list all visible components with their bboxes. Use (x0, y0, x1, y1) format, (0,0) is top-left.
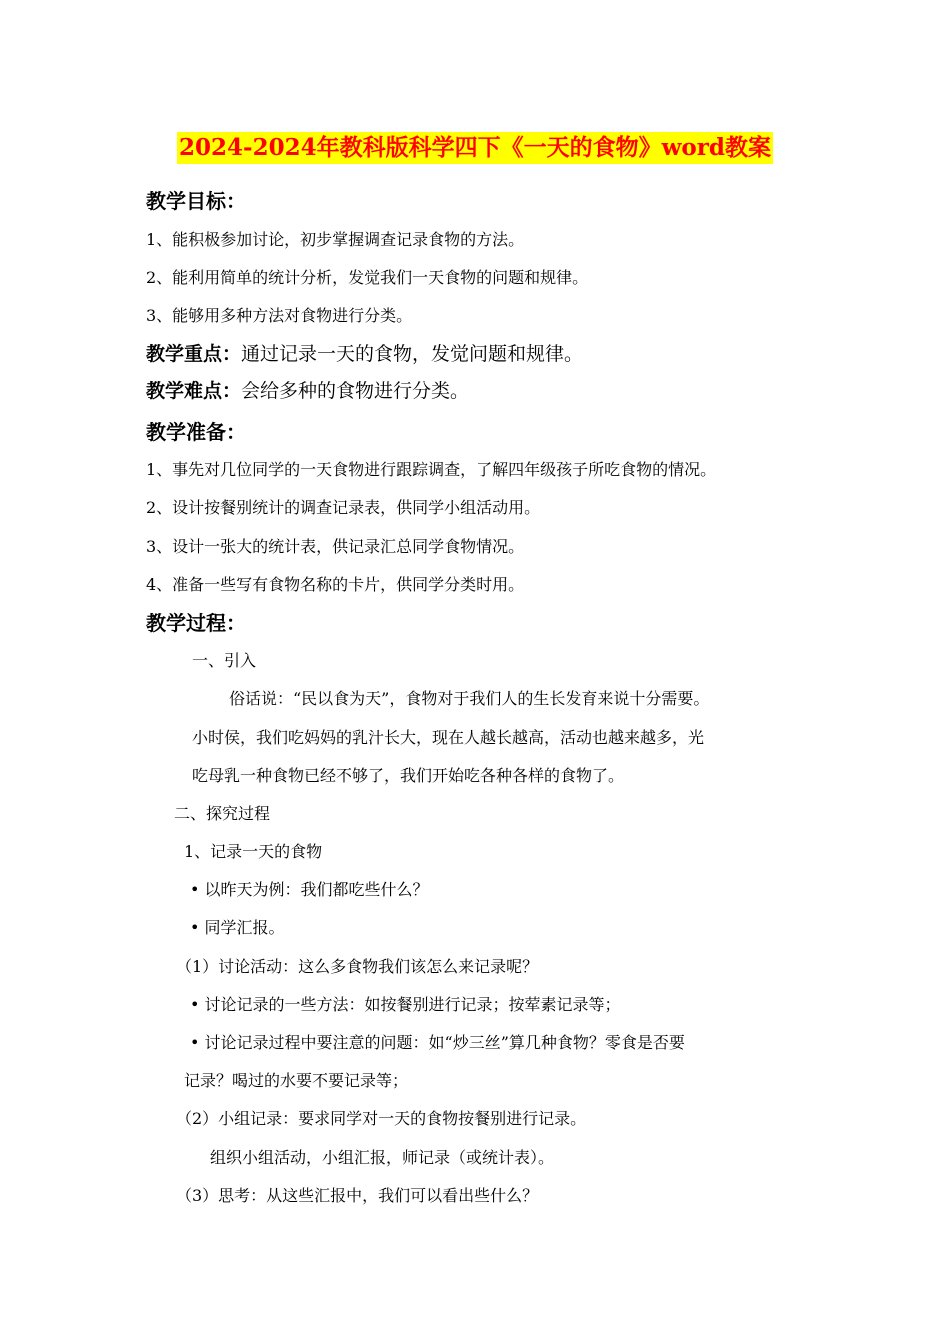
bullet-item: • 讨论记录的一些方法：如按餐别进行记录；按荤素记录等； (190, 995, 621, 1014)
explore-heading: 二、探究过程 (174, 804, 271, 823)
intro-paragraph-line: 吃母乳一种食物已经不够了，我们开始吃各种各样的食物了。 (192, 766, 625, 785)
discussion-item: （1）讨论活动：这么多食物我们该怎么来记录呢？ (176, 957, 539, 976)
preparation-item: 4、准备一些写有食物名称的卡片，供同学分类时用。 (146, 575, 525, 594)
objective-item: 3、能够用多种方法对食物进行分类。 (146, 306, 413, 325)
document-title: 2024-2024年教科版科学四下《一天的食物》word教案 (177, 132, 773, 164)
group-record-continuation: 组织小组活动，小组汇报，师记录（或统计表）。 (210, 1148, 555, 1167)
bullet-item: • 讨论记录过程中要注意的问题：如“炒三丝”算几种食物？零食是否要 (190, 1033, 685, 1052)
preparation-item: 1、事先对几位同学的一天食物进行跟踪调查，了解四年级孩子所吃食物的情况。 (146, 460, 717, 479)
key-point (146, 339, 583, 366)
preparation-item: 2、设计按餐别统计的调查记录表，供同学小组活动用。 (146, 498, 541, 517)
objective-item: 1、能积极参加讨论，初步掌握调查记录食物的方法。 (146, 230, 525, 249)
preparation-item: 3、设计一张大的统计表，供记录汇总同学食物情况。 (146, 537, 525, 556)
process-heading: 教学过程： (146, 611, 246, 635)
difficulty-label: 教学难点： (146, 380, 242, 402)
group-record-item: （2）小组记录：要求同学对一天的食物按餐别进行记录。 (176, 1109, 587, 1128)
think-item: （3）思考：从这些汇报中，我们可以看出些什么？ (176, 1186, 539, 1205)
bullet-continuation: 记录？喝过的水要不要记录等； (184, 1071, 409, 1090)
bullet-item: • 以昨天为例：我们都吃些什么？ (190, 880, 429, 899)
bullet-item: • 同学汇报。 (190, 918, 285, 937)
difficulty-text: 会给多种的食物进行分类。 (241, 380, 470, 402)
objectives-heading: 教学目标： (146, 189, 246, 213)
title-container (0, 132, 950, 164)
intro-heading: 一、引入 (192, 651, 257, 670)
key-point-label: 教学重点： (146, 343, 242, 365)
step-heading: 1、记录一天的食物 (184, 842, 323, 861)
intro-paragraph-line: 小时侯，我们吃妈妈的乳汁长大，现在人越长越高，活动也越来越多，光 (192, 728, 705, 747)
key-point-text: 通过记录一天的食物，发觉问题和规律。 (241, 343, 584, 365)
objective-item: 2、能利用简单的统计分析，发觉我们一天食物的问题和规律。 (146, 268, 589, 287)
preparation-heading: 教学准备： (146, 420, 246, 444)
difficulty (146, 376, 469, 403)
intro-paragraph-line: 俗话说：“民以食为天”，食物对于我们人的生长发育来说十分需要。 (229, 689, 710, 708)
